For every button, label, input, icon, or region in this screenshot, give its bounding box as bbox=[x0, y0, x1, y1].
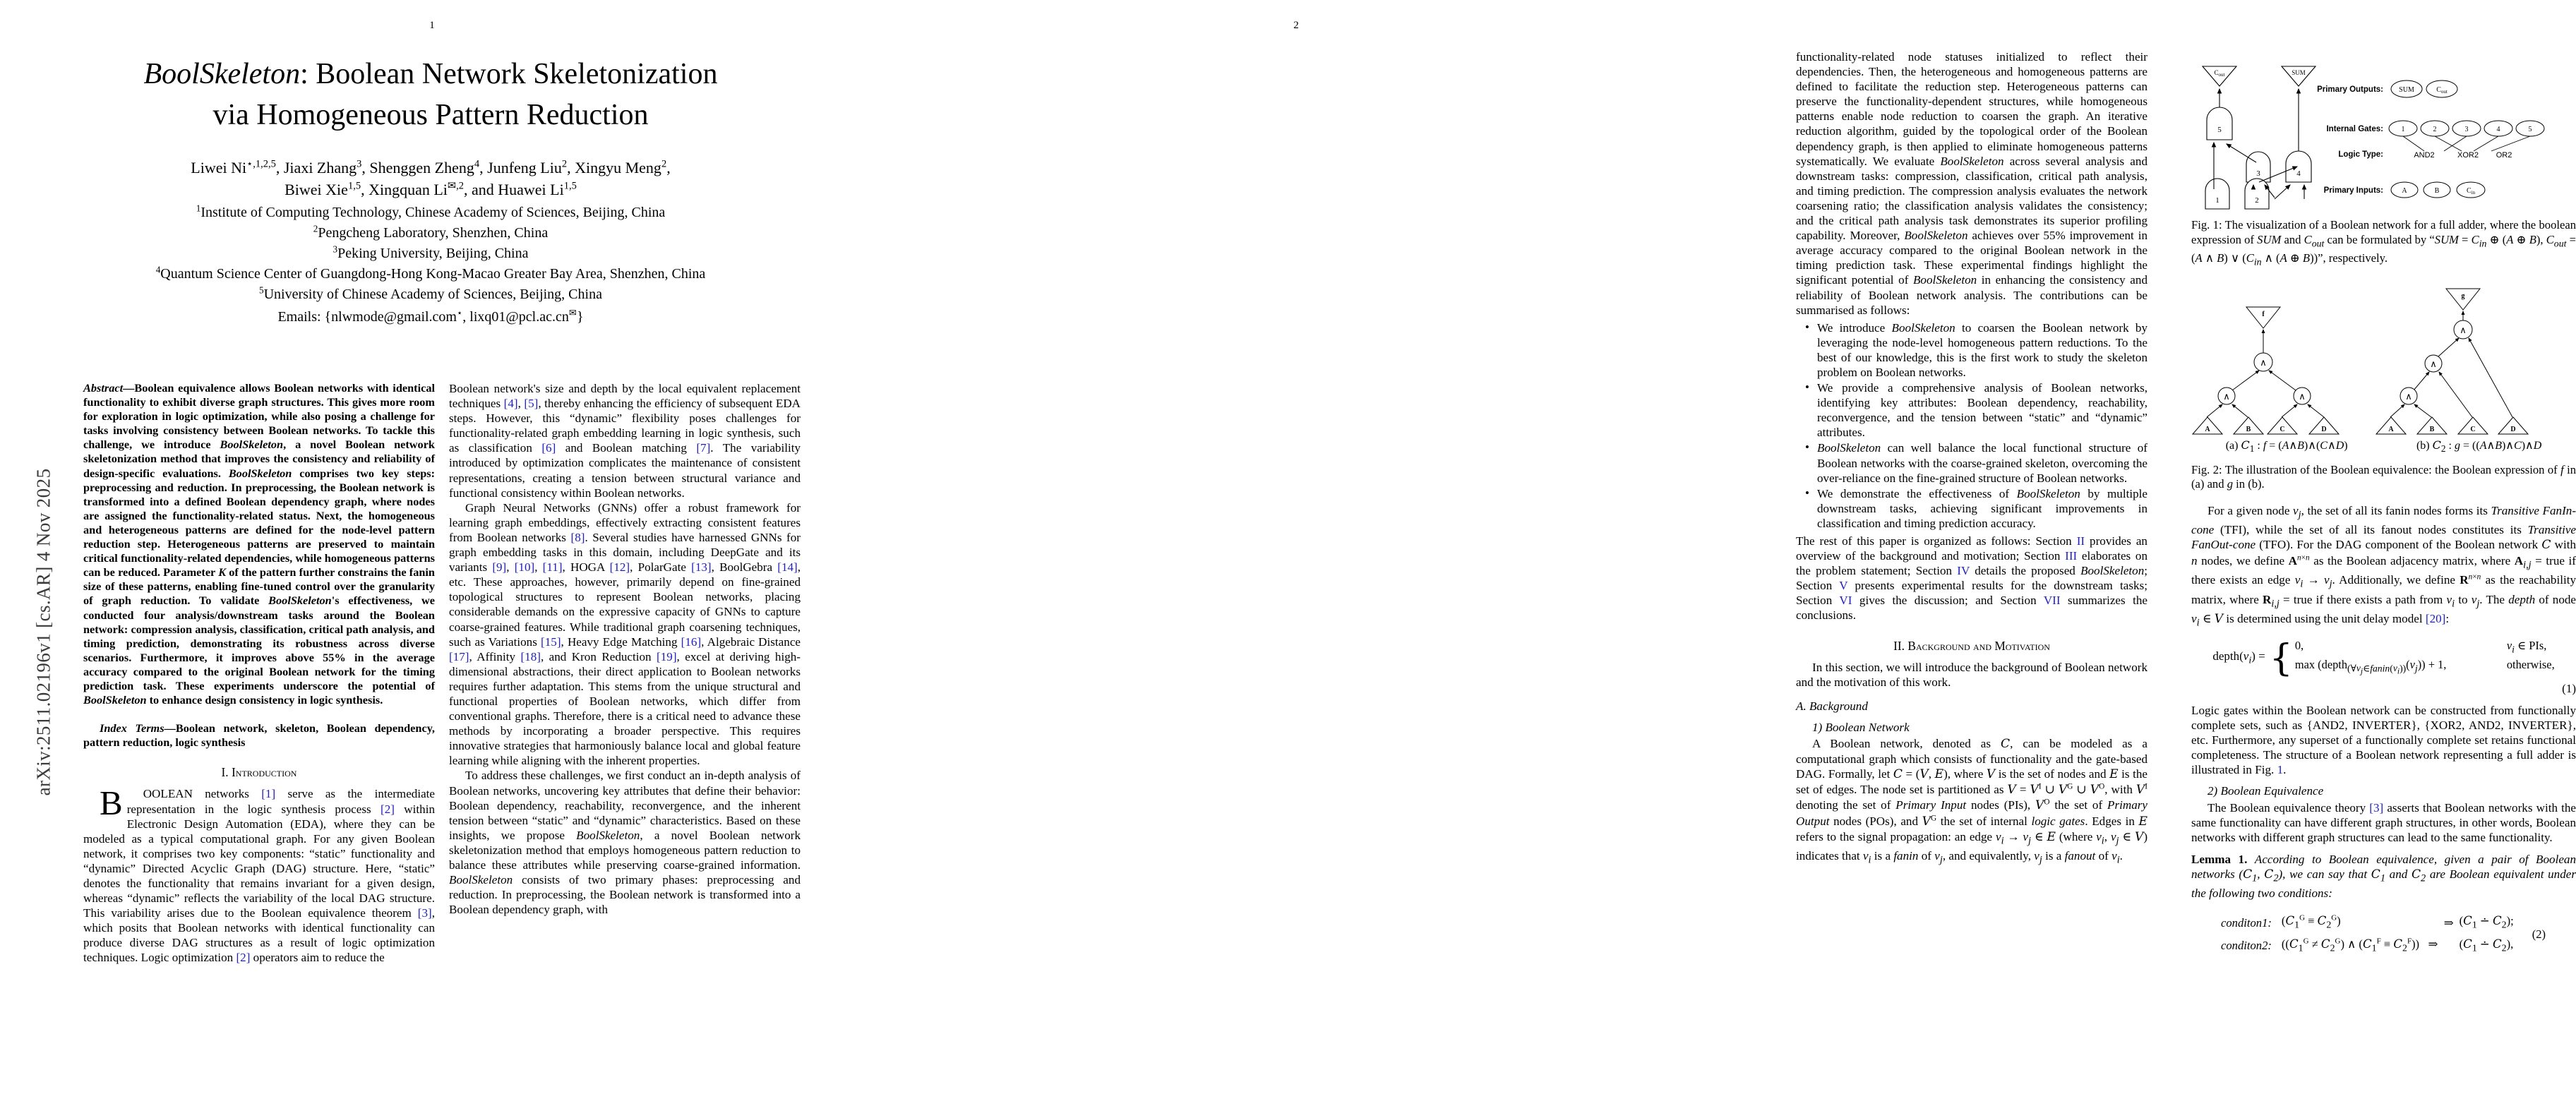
equation-1-case-1-cond: $v_i$ ∈ PIs, bbox=[2506, 638, 2547, 654]
svg-text:∧: ∧ bbox=[2430, 359, 2437, 371]
equation-2-row-1-arrow: ⇒ bbox=[2443, 916, 2454, 930]
drop-cap-letter: B bbox=[100, 783, 123, 823]
column-2 bbox=[449, 381, 801, 917]
equation-2-row-1-rhs: ($C_1$ ∸ $C_2$); bbox=[2459, 914, 2514, 930]
equation-2-table bbox=[2219, 910, 2551, 958]
svg-text:∧: ∧ bbox=[2260, 358, 2267, 369]
index-terms-text: —Boolean network, skeleton, Boolean dependency, pattern reduction, logic synthesis bbox=[83, 721, 436, 750]
equation-1-tag: (1) bbox=[2562, 681, 2576, 695]
citation-20[interactable]: [20] bbox=[2425, 612, 2446, 626]
section-heading-introduction: I. Introduction bbox=[221, 765, 297, 780]
svg-text:XOR2: XOR2 bbox=[2457, 151, 2479, 160]
figure-2-graphic bbox=[2191, 284, 2576, 436]
affiliation-2: $^2$Pengcheng Laboratory, Shenzhen, China bbox=[313, 223, 549, 241]
col4-paragraph-3: The Boolean equivalence theory [3] asserts that Boolean networks with the same functionality can have different graph structures, in other words, Boolean networks with different graph structures can lead to the same functionality. bbox=[2191, 800, 2576, 844]
svg-text:Cout: $C_{out}$ bbox=[2214, 69, 2225, 78]
equation-2-tag: (2) bbox=[2532, 927, 2546, 942]
svg-text:5: 5 bbox=[2217, 126, 2222, 134]
figure-2-subcaption-b: (b) $C_2$ : g = ((A∧B)∧C)∧D bbox=[2416, 438, 2542, 455]
citation-18[interactable]: [18] bbox=[520, 649, 541, 663]
svg-text:B: B bbox=[2429, 426, 2435, 434]
figure-2-subcaptions bbox=[2191, 438, 2576, 456]
abstract-label: Abstract bbox=[83, 381, 124, 395]
page-right bbox=[864, 0, 2576, 1118]
citation-5[interactable]: [5] bbox=[524, 397, 539, 411]
citation-6[interactable]: [6] bbox=[541, 441, 556, 455]
abstract bbox=[83, 381, 435, 707]
equation-1-case-1-expr: 0, bbox=[2294, 638, 2304, 652]
ref-section-3[interactable]: III bbox=[2065, 549, 2078, 563]
ref-figure-1[interactable]: 1 bbox=[2277, 763, 2284, 777]
ref-section-2[interactable]: II bbox=[2076, 534, 2085, 548]
svg-text:AND2: AND2 bbox=[2414, 151, 2435, 160]
svg-text:D: D bbox=[2321, 426, 2327, 434]
contribution-item-4: • We demonstrate the effectiveness of BoolSkeleton by multiple downstream tasks, achieving significant improvements in classification and timing prediction accuracy. bbox=[1817, 486, 2147, 531]
equation-1-lhs: $depth(v_i)$ = bbox=[2212, 649, 2265, 666]
contribution-item-2: • We provide a comprehensive analysis of Boolean networks, identifying key attributes: Boolean dependency, reachability, reconvergence, and the tension between “static” and “dynamic” attributes. bbox=[1817, 380, 2147, 440]
section-heading-background: II. Background and Motivation bbox=[1893, 638, 2050, 653]
citation-15[interactable]: [15] bbox=[541, 635, 561, 649]
abstract-text: —Boolean equivalence allows Boolean networks with identical functionality to exhibit diverse graph structures. This gives more room for exploration in logic optimization, while also posing a challenge for tasks involving consistency between Boolean networks. To tackle this challenge, we introduce BoolSkeleton, a novel Boolean network skeletonization method that improves the consistency and reliability of design-specific evaluations. BoolSkeleton comprises two key steps: preprocessing and reduction. In preprocessing, the Boolean network is transformed into a defined Boolean dependency graph, where nodes are assigned the functionality-related status. Next, the homogeneous and heterogeneous patterns are defined for the node-level pattern reduction step. Heterogeneous patterns are preserved to maintain critical functionality-related dependencies, while homogeneous patterns can be reduced. Parameter K of the pattern further constrains the fanin size of these patterns, enabling fine-tuned control over the granularity of graph reduction. To validate BoolSkeleton's effectiveness, we conducted four analysis/downstream tasks around the Boolean network: compression analysis, classification, critical path analysis, and timing prediction, demonstrating its robustness across diverse scenarios. Furthermore, it improves above 55% in the average accuracy compared to the original Boolean network for the timing prediction task. These experiments underscore the potential of BoolSkeleton to enhance design consistency in logic synthesis. bbox=[83, 381, 436, 707]
column-4 bbox=[2191, 49, 2576, 965]
intro-paragraph-1: B OOLEAN networks [1] serve as the intermediate representation in the logic synthesis process [2] within Electronic Design Automation (EDA), where they can be modeled as a typical computational graph. For any given Boolean network, it comprises two key components: “static” functionality and “dynamic” Directed Acyclic Graph (DAG) structure. Here, “static” denotes the functionality that remains invariant for a given design, whereas “dynamic” reflects the variability of the local DAG structure. This variability arises due to the Boolean equivalence theorem [3], which posits that Boolean networks with identical functionality can produce diverse DAG structures as a result of logic optimization techniques. Logic optimization [2] operators aim to reduce the bbox=[83, 783, 435, 965]
contribution-item-1: • We introduce BoolSkeleton to coarsen the Boolean network by leveraging the node-level homogeneous pattern reductions. To the best of our knowledge, this is the first work to study the skeleton problem on Boolean networks. bbox=[1817, 320, 2147, 380]
affiliation-5: $^5$University of Chinese Academy of Sciences, Beijing, China bbox=[259, 284, 602, 302]
equation-1-case-2-expr: $\max (depth_{(\forall v_j\in fanin(v_i))}(v_j)) + 1$, bbox=[2294, 657, 2447, 676]
svg-text:Cout: $C_{out}$ bbox=[2436, 86, 2448, 95]
figure-1-graphic bbox=[2191, 49, 2576, 212]
col3-paragraph-1: functionality-related node statuses initialized to reflect their dependencies. Then, the heterogeneous and homogeneous patterns are defined to facilitate the reduction step. Heterogeneous patterns can preserve the functionality-dependent structures, while homogeneous patterns enable node reduction to coarsen the graph. An iterative reduction algorithm, guided by the topological order of the Boolean dependency graph, is then applied to eliminate homogeneous patterns systematically. We evaluate BoolSkeleton across several analysis and downstream tasks: compression, classification, critical path analysis, and timing prediction. The compression analysis evaluates the network coarsening ratio; the classification analysis validates the consistency; and the critical path analysis task demonstrates its superior profiling capability. Moreover, BoolSkeleton achieves over 55% improvement in average accuracy compared to the original Boolean network in the timing prediction task. These experimental findings highlight the significant potential of BoolSkeleton in enhancing the consistency and reliability of Boolean network analysis. The contributions can be summarised as follows: bbox=[1796, 50, 2147, 317]
equation-2-row-1-lhs: $(C_1^G \equiv C_2^G)$ bbox=[2281, 913, 2341, 930]
svg-text:3: 3 bbox=[2464, 126, 2469, 133]
page-number-left: 1 bbox=[429, 20, 435, 31]
citation-8[interactable]: [8] bbox=[570, 530, 585, 544]
subsubsection-heading-boolean-equivalence: 2) Boolean Equivalence bbox=[2207, 784, 2324, 798]
equation-2-row-2-label: conditon2: bbox=[2221, 939, 2272, 953]
title-line2: via Homogeneous Pattern Reduction bbox=[212, 99, 649, 131]
citation-4[interactable]: [4] bbox=[503, 397, 518, 411]
author-line-1: Liwei $Ni^{⋆,1,2,5}$, Jiaxi Zhang$^3$, Shenggen Zheng$^4$, Junfeng Liu$^2$, Xingyu Meng$^2$, bbox=[191, 158, 671, 176]
citation-2[interactable]: [2] bbox=[381, 802, 395, 816]
citation-3[interactable]: [3] bbox=[417, 906, 432, 920]
lemma-1: Lemma 1. According to Boolean equivalence, given a pair of Boolean networks ($C_1$, $C_2$), we can say that $C_1$ and $C_2$ are Boolean equivalent under the following two conditions: bbox=[2191, 852, 2576, 901]
citation-17[interactable]: [17] bbox=[449, 649, 469, 663]
svg-text:5: 5 bbox=[2528, 126, 2532, 133]
citation-12[interactable]: [12] bbox=[609, 560, 630, 575]
svg-text:SUM: SUM bbox=[2292, 69, 2306, 76]
citation-9[interactable]: [9] bbox=[492, 560, 507, 575]
figure-2-subcaption-a: (a) $C_1$ : f = (A∧B)∧(C∧D) bbox=[2225, 438, 2348, 455]
equation-2 bbox=[2191, 910, 2576, 958]
citation-14[interactable]: [14] bbox=[777, 560, 798, 575]
col3-paragraph-4: A Boolean network, denoted as C, can be modeled as a computational graph which consists of functionality and the gate-based DAG. Formally, let C = (V, E), where V is the set of nodes and E is the set of edges. The node set is partitioned as $V = V^I$ ∪ $V^G$ ∪ $V^O$, with $V^I$ denoting the set of Primary Input nodes (PIs), $V^O$ the set of Primary Output nodes (POs), and $V^G$ the set of internal logic gates. Edges in E refers to the signal propagation: an edge $v_i \to v_j$ ∈ E (where $v_i$, $v_j$ ∈ V) indicates that $v_i$ is a fanin of $v_j$, and equivalently, $v_j$ is a fanout of $v_i$. bbox=[1796, 737, 2148, 866]
equation-2-row-1-label: conditon1: bbox=[2221, 916, 2272, 930]
subsubsection-heading-boolean-network: 1) Boolean Network bbox=[1812, 720, 1910, 734]
ref-section-5[interactable]: V bbox=[1839, 579, 1848, 593]
page-left bbox=[0, 0, 864, 1118]
citation-7[interactable]: [7] bbox=[696, 441, 711, 455]
equation-2-row-1 bbox=[2221, 912, 2550, 933]
col3-paragraph-2: The rest of this paper is organized as follows: Section II provides an overview of the background and motivation; Section III elaborates on the problem statement; Section IV details the proposed BoolSkeleton; Section V presents experimental results for the downstream tasks; Section VI gives the discussion; and Section VII summarizes the conclusions. bbox=[1796, 534, 2147, 623]
svg-text:∧: ∧ bbox=[2405, 392, 2412, 403]
citation-13[interactable]: [13] bbox=[691, 560, 712, 575]
svg-text:1: 1 bbox=[2215, 196, 2219, 205]
col2-paragraph-2: Graph Neural Networks (GNNs) offer a robust framework for learning graph embeddings, effectively extracting consistent features from Boolean networks [8]. Several studies have harnessed GNNs for graph embedding tasks in this domain, including DeepGate and its variants [9], [10], [11], HOGA [12], PolarGate [13], BoolGebra [14], etc. These approaches, however, primarily depend on fine-grained topological structures to represent Boolean networks, placing considerable demands on the expressive capacity of GNNs to capture coarse-grained features. While traditional graph coarsening techniques, such as Variations [15], Heavy Edge Matching [16], Algebraic Distance [17], Affinity [18], and Kron Reduction [19], excel at deriving high-dimensional abstractions, their direct application to Boolean networks requires further adaptation. This stems from the unique structural and functional properties of Boolean networks, which differ from conventional graphs. Therefore, there is a critical need to advance these methods by incorporating a broader perspective. This requires innovative strategies that harmoniously balance local and global feature learning while aligning with the inherent properties. bbox=[449, 500, 801, 768]
index-terms bbox=[83, 721, 435, 750]
title-block bbox=[64, 54, 798, 327]
svg-text:g: g bbox=[2461, 292, 2465, 301]
citation-1[interactable]: [1] bbox=[261, 787, 276, 801]
svg-text:A: A bbox=[2205, 426, 2210, 434]
ref-section-4[interactable]: IV bbox=[1957, 564, 1970, 578]
svg-text:OR2: OR2 bbox=[2496, 151, 2512, 160]
figure-2 bbox=[2191, 284, 2576, 491]
column-3 bbox=[1796, 49, 2147, 868]
col2-paragraph-3: To address these challenges, we first conduct an in-depth analysis of Boolean networks, uncovering key attributes that define their behavior: Boolean dependency, reachability, reconvergence, and the inherent tension between “static” and “dynamic” characteristics. Based on these insights, we propose BoolSkeleton, a novel Boolean network skeletonization method that employs homogeneous pattern reduction to balance these attributes while preserving coarse-grained information. BoolSkeleton consists of two primary phases: preprocessing and reduction. In preprocessing, the Boolean network is transformed into a Boolean dependency graph, with bbox=[449, 769, 801, 917]
contribution-item-3: • BoolSkeleton can well balance the local functional structure of Boolean networks with the coarse-grained skeleton, overcoming the over-reliance on the fine-grained structure of Boolean networks. bbox=[1817, 440, 2147, 485]
svg-text:C: C bbox=[2470, 426, 2476, 434]
affiliation-list bbox=[64, 203, 798, 305]
emails-line: Emails: {nlwmode@gmail.com⋆, lixq01@pcl.ac.cn✉} bbox=[277, 307, 584, 325]
page-title bbox=[64, 54, 798, 136]
col4-paragraph-2: Logic gates within the Boolean network can be constructed from functionally complete sets, such as {AND2, INVERTER}, {XOR2, AND2, INVERTER}, etc. Furthermore, any superset of a functionally complete set retains functional completeness. The structure of a Boolean network representing a full adder is illustrated in Fig. 1. bbox=[2191, 703, 2576, 777]
citation-3b[interactable]: [3] bbox=[2369, 800, 2384, 815]
title-italic-name: BoolSkeleton bbox=[143, 58, 301, 90]
equation-2-row-2-lhs: ($(C_1^G \ne C_2^G)$ ∧ $(C_1^F \equiv C_2^F)$) ⇒ bbox=[2281, 937, 2438, 954]
index-terms-label: Index Terms bbox=[100, 721, 164, 735]
svg-text:∧: ∧ bbox=[2460, 325, 2467, 337]
citation-16[interactable]: [16] bbox=[681, 635, 702, 649]
svg-text:Cin: $C_{in}$ bbox=[2466, 187, 2476, 196]
col3-paragraph-3: In this section, we will introduce the background of Boolean network and the motivation of this work. bbox=[1796, 660, 2147, 689]
col2-paragraph-1: Boolean network's size and depth by the local equivalent replacement techniques [4], [5], thereby enhancing the efficiency of subsequent EDA steps. However, this “dynamic” flexibility poses challenges for functionality-related graph embedding learning in logic synthesis, such as classification [6] and Boolean matching [7]. The variability introduced by optimization complicates the maintenance of consistent representations, creating a tension between structural variance and functional consistency within Boolean networks. bbox=[449, 382, 801, 500]
svg-text:2: 2 bbox=[2433, 126, 2437, 133]
svg-text:A: A bbox=[2388, 426, 2394, 434]
svg-text:B: B bbox=[2246, 426, 2251, 434]
svg-text:B: B bbox=[2434, 187, 2440, 195]
subsection-heading-background: A. Background bbox=[1796, 699, 1868, 713]
citation-11[interactable]: [11] bbox=[542, 560, 563, 575]
legend-primary-inputs-label: Primary Inputs: bbox=[2323, 186, 2383, 195]
figure-2-caption: Fig. 2: The illustration of the Boolean equivalence: the Boolean expression of f in (a) and g in (b). bbox=[2191, 462, 2576, 491]
legend-logic-type-label: Logic Type: bbox=[2338, 150, 2383, 159]
citation-2b[interactable]: [2] bbox=[236, 951, 251, 965]
svg-text:D: D bbox=[2510, 426, 2516, 434]
arxiv-identifier-stamp: arXiv:2511.02196v1 [cs.AR] 4 Nov 2025 bbox=[32, 468, 54, 796]
title-line1-rest: : Boolean Network Skeletonization bbox=[300, 58, 718, 90]
ref-section-7[interactable]: VII bbox=[2043, 594, 2061, 608]
svg-text:4: 4 bbox=[2296, 169, 2301, 178]
author-list bbox=[64, 157, 798, 200]
svg-text:∧: ∧ bbox=[2299, 392, 2306, 403]
page-number-right: 2 bbox=[1293, 20, 1299, 31]
svg-text:C: C bbox=[2280, 426, 2285, 434]
svg-text:SUM: SUM bbox=[2399, 86, 2414, 94]
legend-primary-outputs-label: Primary Outputs: bbox=[2317, 85, 2383, 94]
affiliation-4: $^4$Quantum Science Center of Guangdong-Hong Kong-Macao Greater Bay Area, Shenzhen, China bbox=[155, 264, 706, 282]
equation-2-row-2 bbox=[2221, 935, 2550, 956]
affiliation-3: $^3$Peking University, Beijing, China bbox=[333, 244, 529, 261]
svg-text:3: 3 bbox=[2256, 169, 2260, 178]
equation-1-brace: { bbox=[2269, 637, 2293, 680]
figure-1-number: Fig. 1: bbox=[2191, 218, 2222, 232]
col4-paragraph-1: For a given node $v_j$, the set of all its fanin nodes forms its Transitive FanIn-cone (TFI), while the set of all its fanout nodes constitutes its Transitive FanOut-cone (TFO). For the DAG component of the Boolean network C with n nodes, we define $A^{n\times n}$ as the Boolean adjacency matrix, where $A_{i,j}$ = true if there exists an edge $v_i \to v_j$. Additionally, we define $R^{n\times n}$ as the reachability matrix, where $R_{i,j}$ = true if there exists a path from $v_i$ to $v_j$. The depth of node $v_i$ ∈ V is determined using the unit delay model [20]: bbox=[2191, 503, 2576, 629]
author-line-2: Biwei Xie$^{1,5}$, Xingquan $Li^{✉,2}$, and Huawei Li$^{1,5}$ bbox=[284, 180, 577, 198]
svg-text:∧: ∧ bbox=[2223, 392, 2230, 403]
equation-1 bbox=[2191, 638, 2576, 696]
equation-1-case-2-cond: otherwise, bbox=[2506, 657, 2555, 671]
citation-19[interactable]: [19] bbox=[657, 649, 677, 663]
legend-internal-gates-label: Internal Gates: bbox=[2326, 125, 2383, 133]
svg-text:1: 1 bbox=[2401, 126, 2405, 133]
lemma-1-label: Lemma 1. bbox=[2191, 852, 2248, 866]
equation-2-row-2-rhs: ($C_1$ ∸ $C_2$), bbox=[2459, 937, 2514, 954]
svg-text:4: 4 bbox=[2496, 126, 2500, 133]
citation-10[interactable]: [10] bbox=[514, 560, 535, 575]
figure-1-caption: Fig. 1: The visualization of a Boolean network for a full adder, where the boolean expression of SUM and $C_{out}$ can be formulated by “SUM = $C_{in}$ ⊕ (A ⊕ B), $C_{out} = (A$ ∧ B) ∨ ($C_{in}$ ∧ (A ⊕ B))”, respectively. bbox=[2191, 218, 2576, 267]
ref-section-6[interactable]: VI bbox=[1839, 594, 1852, 608]
contributions-list bbox=[1796, 320, 2147, 531]
figure-2-number: Fig. 2: bbox=[2191, 462, 2222, 476]
column-1 bbox=[83, 381, 435, 966]
svg-text:2: 2 bbox=[2255, 196, 2259, 205]
svg-text:A: A bbox=[2402, 187, 2407, 195]
figure-1 bbox=[2191, 49, 2576, 269]
svg-text:f: f bbox=[2262, 311, 2265, 319]
affiliation-1: $^1$Institute of Computing Technology, Chinese Academy of Sciences, Beijing, China bbox=[196, 203, 666, 220]
